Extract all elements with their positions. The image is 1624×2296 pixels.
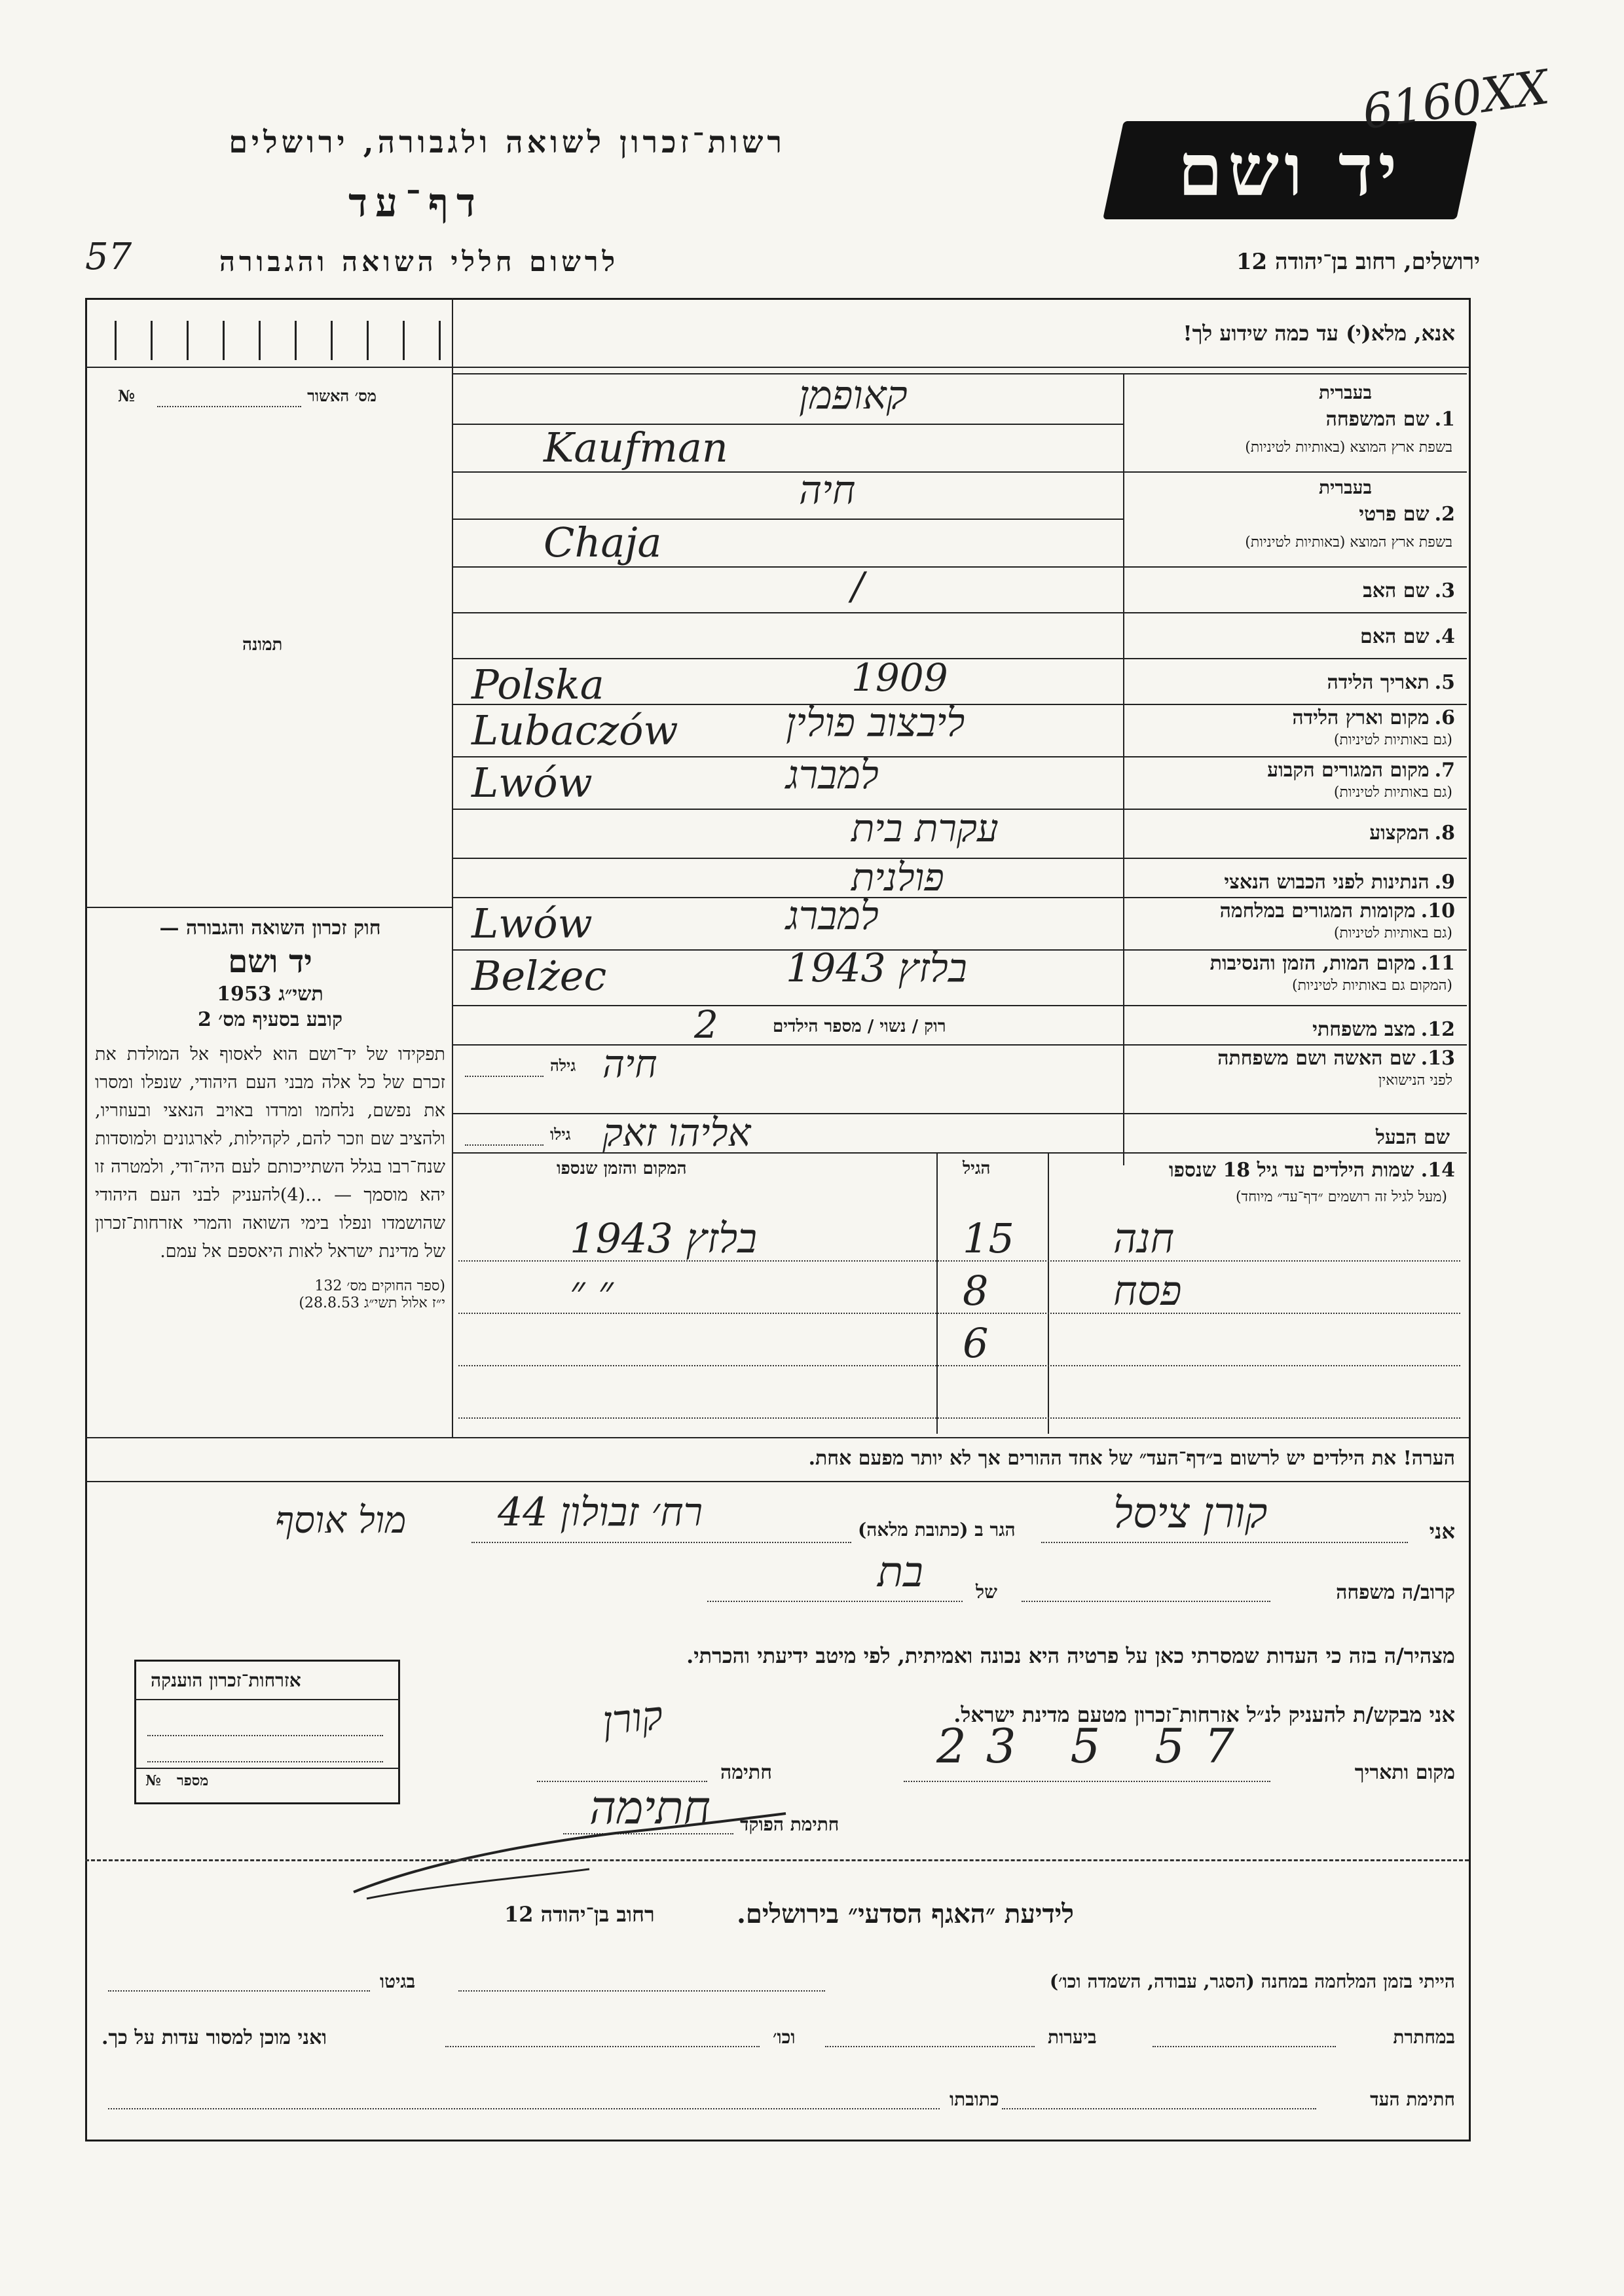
field-value-hebrew: קאופמן — [799, 373, 908, 418]
law-ref: (ספר החוקים מס׳ 132 — [314, 1278, 445, 1294]
field-num: 8. — [1434, 822, 1455, 845]
officer-label: חתימת הפוקד — [740, 1813, 840, 1835]
field-tag: בעברית — [1318, 382, 1372, 403]
footer-line2c: וכו׳ — [773, 2026, 796, 2048]
field-value-latin: Polska — [471, 661, 604, 708]
relation-label: קרוב/ה משפחה — [1336, 1581, 1455, 1604]
citizenship-no: № — [145, 1772, 161, 1789]
age-label: גילה — [550, 1056, 576, 1075]
request-text: אני מבקש/ת להעניק לנ״ל אזרחות־זכרון מטעם מדינת ישראל. — [953, 1702, 1455, 1727]
approval-label: מס׳ האשור — [307, 386, 377, 405]
field-value: 1909 — [851, 655, 948, 700]
field-num: 10. — [1420, 900, 1455, 922]
field-label-13 — [1217, 1047, 1455, 1070]
field-num: 4. — [1434, 625, 1455, 648]
field-label-text: הנתינות לפני הכבוש הנאצי — [1224, 871, 1430, 894]
declarant-address-extra: מול אוסף — [275, 1499, 407, 1542]
declarant-signature: קורן — [600, 1692, 665, 1745]
field-num: 3. — [1434, 579, 1455, 602]
children-place-header: המקום והזמן שנספו — [557, 1159, 687, 1178]
law-year: תשי״ג 1953 — [217, 983, 323, 1006]
approval-no: № — [118, 386, 136, 405]
photo-label: תמונה — [242, 635, 283, 655]
field-value: / — [851, 564, 864, 608]
field-label-text: מקומות המגורים במלחמה — [1219, 900, 1416, 922]
field-num: 2. — [1434, 503, 1455, 526]
age-label: גילו — [550, 1125, 571, 1144]
field-value-latin: Lwów — [471, 900, 593, 947]
field-value: עקרת בית — [851, 806, 999, 850]
field-label-8 — [1369, 822, 1455, 845]
field-label-7 — [1267, 759, 1455, 782]
child-age: 15 — [963, 1214, 1014, 1262]
law-body: תפקידו של יד־ושם הוא לאסוף אל המולדת את זכרם של כל אלה מבני העם היהודי, שנפלו ומסרו את נפשם, נלחמו ומרדו באויב הנאצי ובעוזריו, ולהציב שם וזכר להם, לקהילות, לארגונים ולמוסדות שנח־רבו בגלל השתייכותם לעם היה־ודי, ולמטרה זו יהא מוסמך — ...(4)להעניק לבני העם היהודי שהושמדו ונפלו בימי השואה והמרי אזרחות־זכרון של מדינת ישראל לאות היאספם אל עמם. — [95, 1044, 445, 1262]
field-value-hebrew: ליבצוב פולין — [786, 700, 965, 746]
intro-text: אנא, מלא(י) עד כמה שידוע לך! — [1183, 321, 1455, 346]
field-label-text: שם האב — [1363, 579, 1430, 602]
approval-ticks — [115, 321, 442, 360]
field-label-1 — [1326, 408, 1455, 431]
field-value-hebrew: למברג — [786, 752, 879, 798]
footer-divider — [85, 1859, 1469, 1861]
field-value-latin: Belżec — [471, 952, 607, 1000]
field-label-text: מקום וארץ הלידה — [1292, 706, 1430, 729]
field-label-9 — [1224, 871, 1455, 894]
place-date-label: מקום ותאריך — [1354, 1761, 1455, 1784]
citizenship-number-label: מספר — [177, 1772, 209, 1789]
of-label: של — [976, 1581, 997, 1603]
lives-label: הגר ב (כתובת מלאה) — [858, 1519, 1016, 1540]
children-num: 14. — [1420, 1159, 1455, 1182]
footer-line2b: ביערות — [1048, 2026, 1097, 2048]
field-sub: (גם באותיות לטיניות) — [1333, 784, 1452, 801]
field-value-latin: Lwów — [471, 759, 593, 807]
margin-mark: 57 — [85, 236, 132, 278]
signature-label: חתימה — [720, 1761, 772, 1784]
field-label-2 — [1359, 503, 1455, 526]
field-label-text: שם המשפחה — [1325, 408, 1430, 431]
logo — [1103, 121, 1477, 219]
field-value: פולנית — [851, 855, 944, 900]
child-place: בלזץ 1943 — [570, 1214, 757, 1262]
field-label-text: מקום המות, הזמן והנסיבות — [1209, 952, 1416, 975]
declarant-address: רח׳ זבולון 44 — [498, 1489, 703, 1535]
child-age: 6 — [963, 1319, 989, 1367]
field-label-4 — [1360, 625, 1455, 648]
field-value-hebrew: בלזץ 1943 — [786, 945, 967, 991]
children-sub: (מעל לגיל זה רושמים ״דף־עד״ מיוחד) — [1235, 1189, 1447, 1205]
footer-line3a: חתימת העד — [1370, 2088, 1455, 2110]
field-value: חיה — [602, 1042, 657, 1086]
header-address: ירושלים, רחוב בן־יהודה 12 — [1236, 249, 1480, 275]
field-value-hebrew: למברג — [786, 893, 879, 939]
child-place: ״ ״ — [570, 1267, 614, 1315]
field-sub: בשפת ארץ המוצא (באותיות לטיניות) — [1245, 439, 1452, 456]
field-num: 1. — [1434, 408, 1455, 431]
form-title: דף־עד — [348, 180, 483, 226]
field-label-10 — [1220, 900, 1455, 922]
footer-line3b: כתובתו — [950, 2088, 999, 2110]
declarant-name: קורן ציסל — [1113, 1489, 1268, 1538]
child-name: חנה — [1113, 1214, 1175, 1262]
field-num: 6. — [1434, 706, 1455, 729]
child-name: פסח — [1113, 1267, 1182, 1315]
marital-status-options: רוק / נשוי / מספר הילדים — [773, 1017, 946, 1036]
field-sub: (גם באותיות לטיניות) — [1333, 732, 1452, 748]
field-label-text: מקום המגורים הקבוע — [1267, 759, 1430, 782]
field-sub: בשפת ארץ המוצא (באותיות לטיניות) — [1245, 534, 1452, 551]
field-num: 9. — [1434, 871, 1455, 894]
footer-address: רחוב בן־יהודה 12 — [504, 1902, 655, 1927]
field-sub: לפני הנישואין — [1378, 1072, 1452, 1089]
stamp-number: 6160XX — [1359, 59, 1553, 140]
field-label-12 — [1312, 1018, 1455, 1041]
field-value: 2 — [694, 1002, 718, 1047]
field-label-text: שם האשה ושם משפחתה — [1217, 1047, 1416, 1070]
children-age-header: הגיל — [963, 1159, 991, 1178]
citizenship-title: אזרחות־זכרון הוענקה — [151, 1669, 301, 1691]
field-tag: בעברית — [1318, 477, 1372, 498]
field-value-latin: Chaja — [544, 519, 662, 566]
note-text: הערה! את הילדים יש לרשום ב״דף־העד״ של אחד ההורים אך לא יותר מפעם אחת. — [808, 1447, 1455, 1470]
field-num: 11. — [1420, 952, 1455, 975]
field-label-text: שם האם — [1360, 625, 1430, 648]
law-heading: חוק זכרון השואה והגבורה — — [159, 917, 381, 939]
footer-line2a: במחתרת — [1393, 2026, 1455, 2048]
law-clause: קובע בסעיף מס׳ 2 — [197, 1008, 343, 1031]
footer-line1b: בגיטו — [380, 1971, 416, 1992]
field-value-latin: Kaufman — [544, 424, 728, 471]
field-label-5 — [1327, 671, 1455, 694]
relation-value: בת — [877, 1548, 923, 1597]
field-num: 13. — [1420, 1047, 1455, 1070]
law-title: יד ושם — [228, 943, 312, 980]
org-title: רשות־זכרון לשואה ולגבורה, ירושלים — [229, 124, 786, 160]
field-label-6 — [1292, 706, 1455, 729]
field-sub: (גם באותיות לטיניות) — [1333, 925, 1452, 941]
field-label-3 — [1363, 579, 1455, 602]
declarant-date: 23 5 57 — [936, 1719, 1254, 1774]
officer-signature: חתימה — [589, 1781, 710, 1834]
field-num: 5. — [1434, 671, 1455, 694]
form-subtitle: לרשום חללי השואה והגבורה — [219, 246, 619, 278]
field-value: אליהו זאק — [602, 1110, 751, 1155]
child-age: 8 — [963, 1267, 989, 1315]
footer-title: לידיעת ״האגף הסדעי״ בירושלים. — [737, 1899, 1074, 1929]
declare-text: מצהיר/ה בזה כי העדות שמסרתי כאן על פרטיה היא נכונה ואמיתית, לפי מיטב ידיעתי והכרתי. — [686, 1643, 1455, 1668]
footer-line2d: ואני מוכן למסור עדות על כך. — [101, 2026, 327, 2049]
field-label-11 — [1210, 952, 1455, 975]
field-value-latin: Lubaczów — [471, 706, 678, 754]
field-value-hebrew: חיה — [799, 467, 856, 513]
children-title: שמות הילדים עד גיל 18 שנספו — [1168, 1159, 1414, 1182]
field-label-text: שם הבעל — [1375, 1126, 1450, 1149]
field-label-text: תאריך הלידה — [1327, 671, 1430, 694]
law-ref-date: י״ז אלול תשי״ג 28.8.53) — [299, 1295, 445, 1311]
logo-text: יד ושם — [1177, 128, 1403, 212]
field-label-14 — [1376, 1126, 1455, 1149]
field-label-text: שם פרטי — [1359, 503, 1430, 526]
ani-label: אני — [1429, 1519, 1455, 1544]
field-label-text: המקצוע — [1369, 822, 1430, 845]
field-label-text: מצב משפחתי — [1312, 1018, 1416, 1041]
footer-line1a: הייתי בזמן המלחמה במחנה (הסגר, עבודה, השמדה וכו׳) — [1049, 1971, 1455, 1992]
field-num: 12. — [1420, 1018, 1455, 1041]
field-num: 7. — [1434, 759, 1455, 782]
field-sub: (המקום גם באותיות לטיניות) — [1292, 977, 1452, 994]
